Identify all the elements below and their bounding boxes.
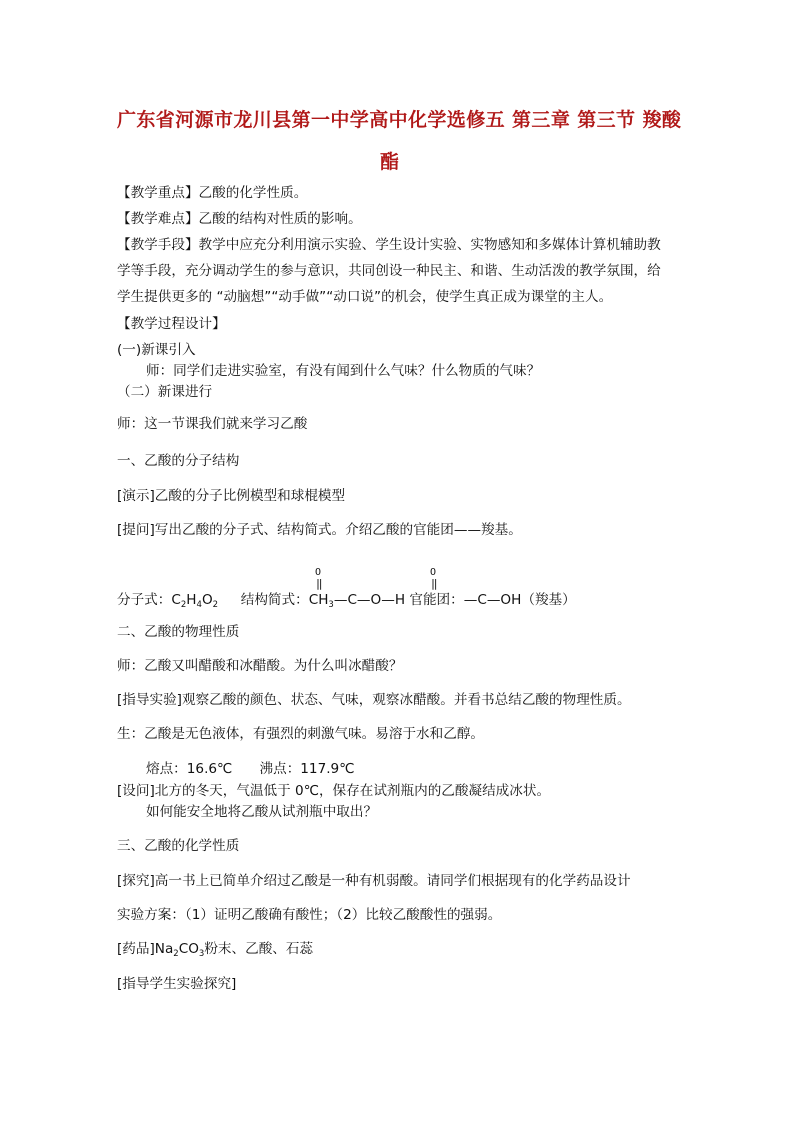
teaching-means-line-3: 学生提供更多的 “动脑想”“动手做”“动口说”的机会，使学生真正成为课堂的主人。 bbox=[117, 289, 613, 305]
double-bond-2: ‖ bbox=[431, 577, 438, 590]
melting-boiling-point: 熔点：16.6℃ 沸点：117.9℃ bbox=[146, 761, 355, 777]
student-line: 生：乙酸是无色液体，有强烈的刺激气味。易溶于水和乙醇。 bbox=[117, 726, 485, 742]
section-1-heading: 一、乙酸的分子结构 bbox=[117, 453, 240, 469]
explore-line-2: 实验方案：（1）证明乙酸确有酸性；（2）比较乙酸酸性的强弱。 bbox=[117, 907, 502, 923]
mol-sub-h: 4 bbox=[196, 600, 202, 610]
structural-formula-rest: —C—O—H bbox=[333, 592, 406, 608]
carbonyl-oxygen-2: O bbox=[430, 567, 437, 578]
section-2-heading: 二、乙酸的物理性质 bbox=[117, 624, 240, 640]
new-lesson-heading: （二）新课进行 bbox=[117, 384, 213, 400]
demo-line: [演示]乙酸的分子比例模型和球棍模型 bbox=[117, 488, 346, 504]
teaching-means-line-2: 学等手段，充分调动学生的参与意识，共同创设一种民主、和谐、生动活泼的教学氛围，给 bbox=[117, 263, 661, 279]
drug-sub-na: 2 bbox=[173, 949, 179, 959]
drug-sub-o: 3 bbox=[198, 949, 205, 959]
functional-group-rest: —C—OH（羧基） bbox=[463, 592, 576, 608]
question-line-2: 如何能安全地将乙酸从试剂瓶中取出？ bbox=[146, 804, 378, 820]
question-line-1: [设问]北方的冬天，气温低于 0℃，保存在试剂瓶内的乙酸凝结成冰状。 bbox=[117, 783, 551, 799]
guide-student-line: [指导学生实验探究] bbox=[117, 976, 237, 992]
intro-heading: (一)新课引入 bbox=[117, 342, 196, 358]
section-3-heading: 三、乙酸的化学性质 bbox=[117, 838, 240, 854]
intro-question: 师：同学们走进实验室，有没有闻到什么气味？什么物质的气味？ bbox=[146, 363, 541, 379]
formula-line bbox=[117, 590, 682, 612]
explore-line-1: [探究]高一书上已简单介绍过乙酸是一种有机弱酸。请同学们根据现有的化学药品设计 bbox=[117, 873, 631, 889]
carbonyl-oxygen-1: O bbox=[315, 567, 322, 578]
teaching-process-heading: 【教学过程设计】 bbox=[117, 316, 226, 332]
double-bond-1: ‖ bbox=[316, 577, 323, 590]
drug-line bbox=[117, 939, 682, 961]
drug-suffix: 粉末、乙酸、石蕊 bbox=[204, 941, 314, 957]
structural-formula-label: 结构简式：CH bbox=[240, 592, 329, 608]
question-line: [提问]写出乙酸的分子式、结构简式。介绍乙酸的官能团——羧基。 bbox=[117, 522, 522, 538]
drug-co: CO bbox=[178, 941, 199, 957]
mol-sub-c: 2 bbox=[180, 600, 187, 610]
mol-o: O bbox=[201, 592, 213, 608]
guide-experiment-line: [指导实验]观察乙酸的颜色、状态、气味，观察冰醋酸。并看书总结乙酸的物理性质。 bbox=[117, 692, 631, 708]
struct-sub: 3 bbox=[328, 600, 334, 610]
molecular-formula-label: 分子式：C bbox=[117, 592, 181, 608]
teaching-focus: 【教学重点】乙酸的化学性质。 bbox=[117, 185, 308, 201]
mol-h: H bbox=[186, 592, 197, 608]
functional-group-label: 官能团： bbox=[409, 592, 464, 608]
teacher-line-1: 师：这一节课我们就来学习乙酸 bbox=[117, 416, 308, 432]
teacher-line-2: 师：乙酸又叫醋酸和冰醋酸。为什么叫冰醋酸？ bbox=[117, 658, 403, 674]
drug-prefix: [药品]Na bbox=[117, 941, 174, 957]
mol-sub-o: 2 bbox=[212, 600, 219, 610]
teaching-difficulty: 【教学难点】乙酸的结构对性质的影响。 bbox=[117, 211, 362, 227]
teaching-means-line-1: 【教学手段】教学中应充分利用演示实验、学生设计实验、实物感知和多媒体计算机辅助教 bbox=[117, 237, 661, 253]
document-title-line-1: 广东省河源市龙川县第一中学高中化学选修五 第三章 第三节 羧酸 bbox=[117, 109, 682, 131]
document-title-line-2: 酯 bbox=[380, 151, 400, 173]
